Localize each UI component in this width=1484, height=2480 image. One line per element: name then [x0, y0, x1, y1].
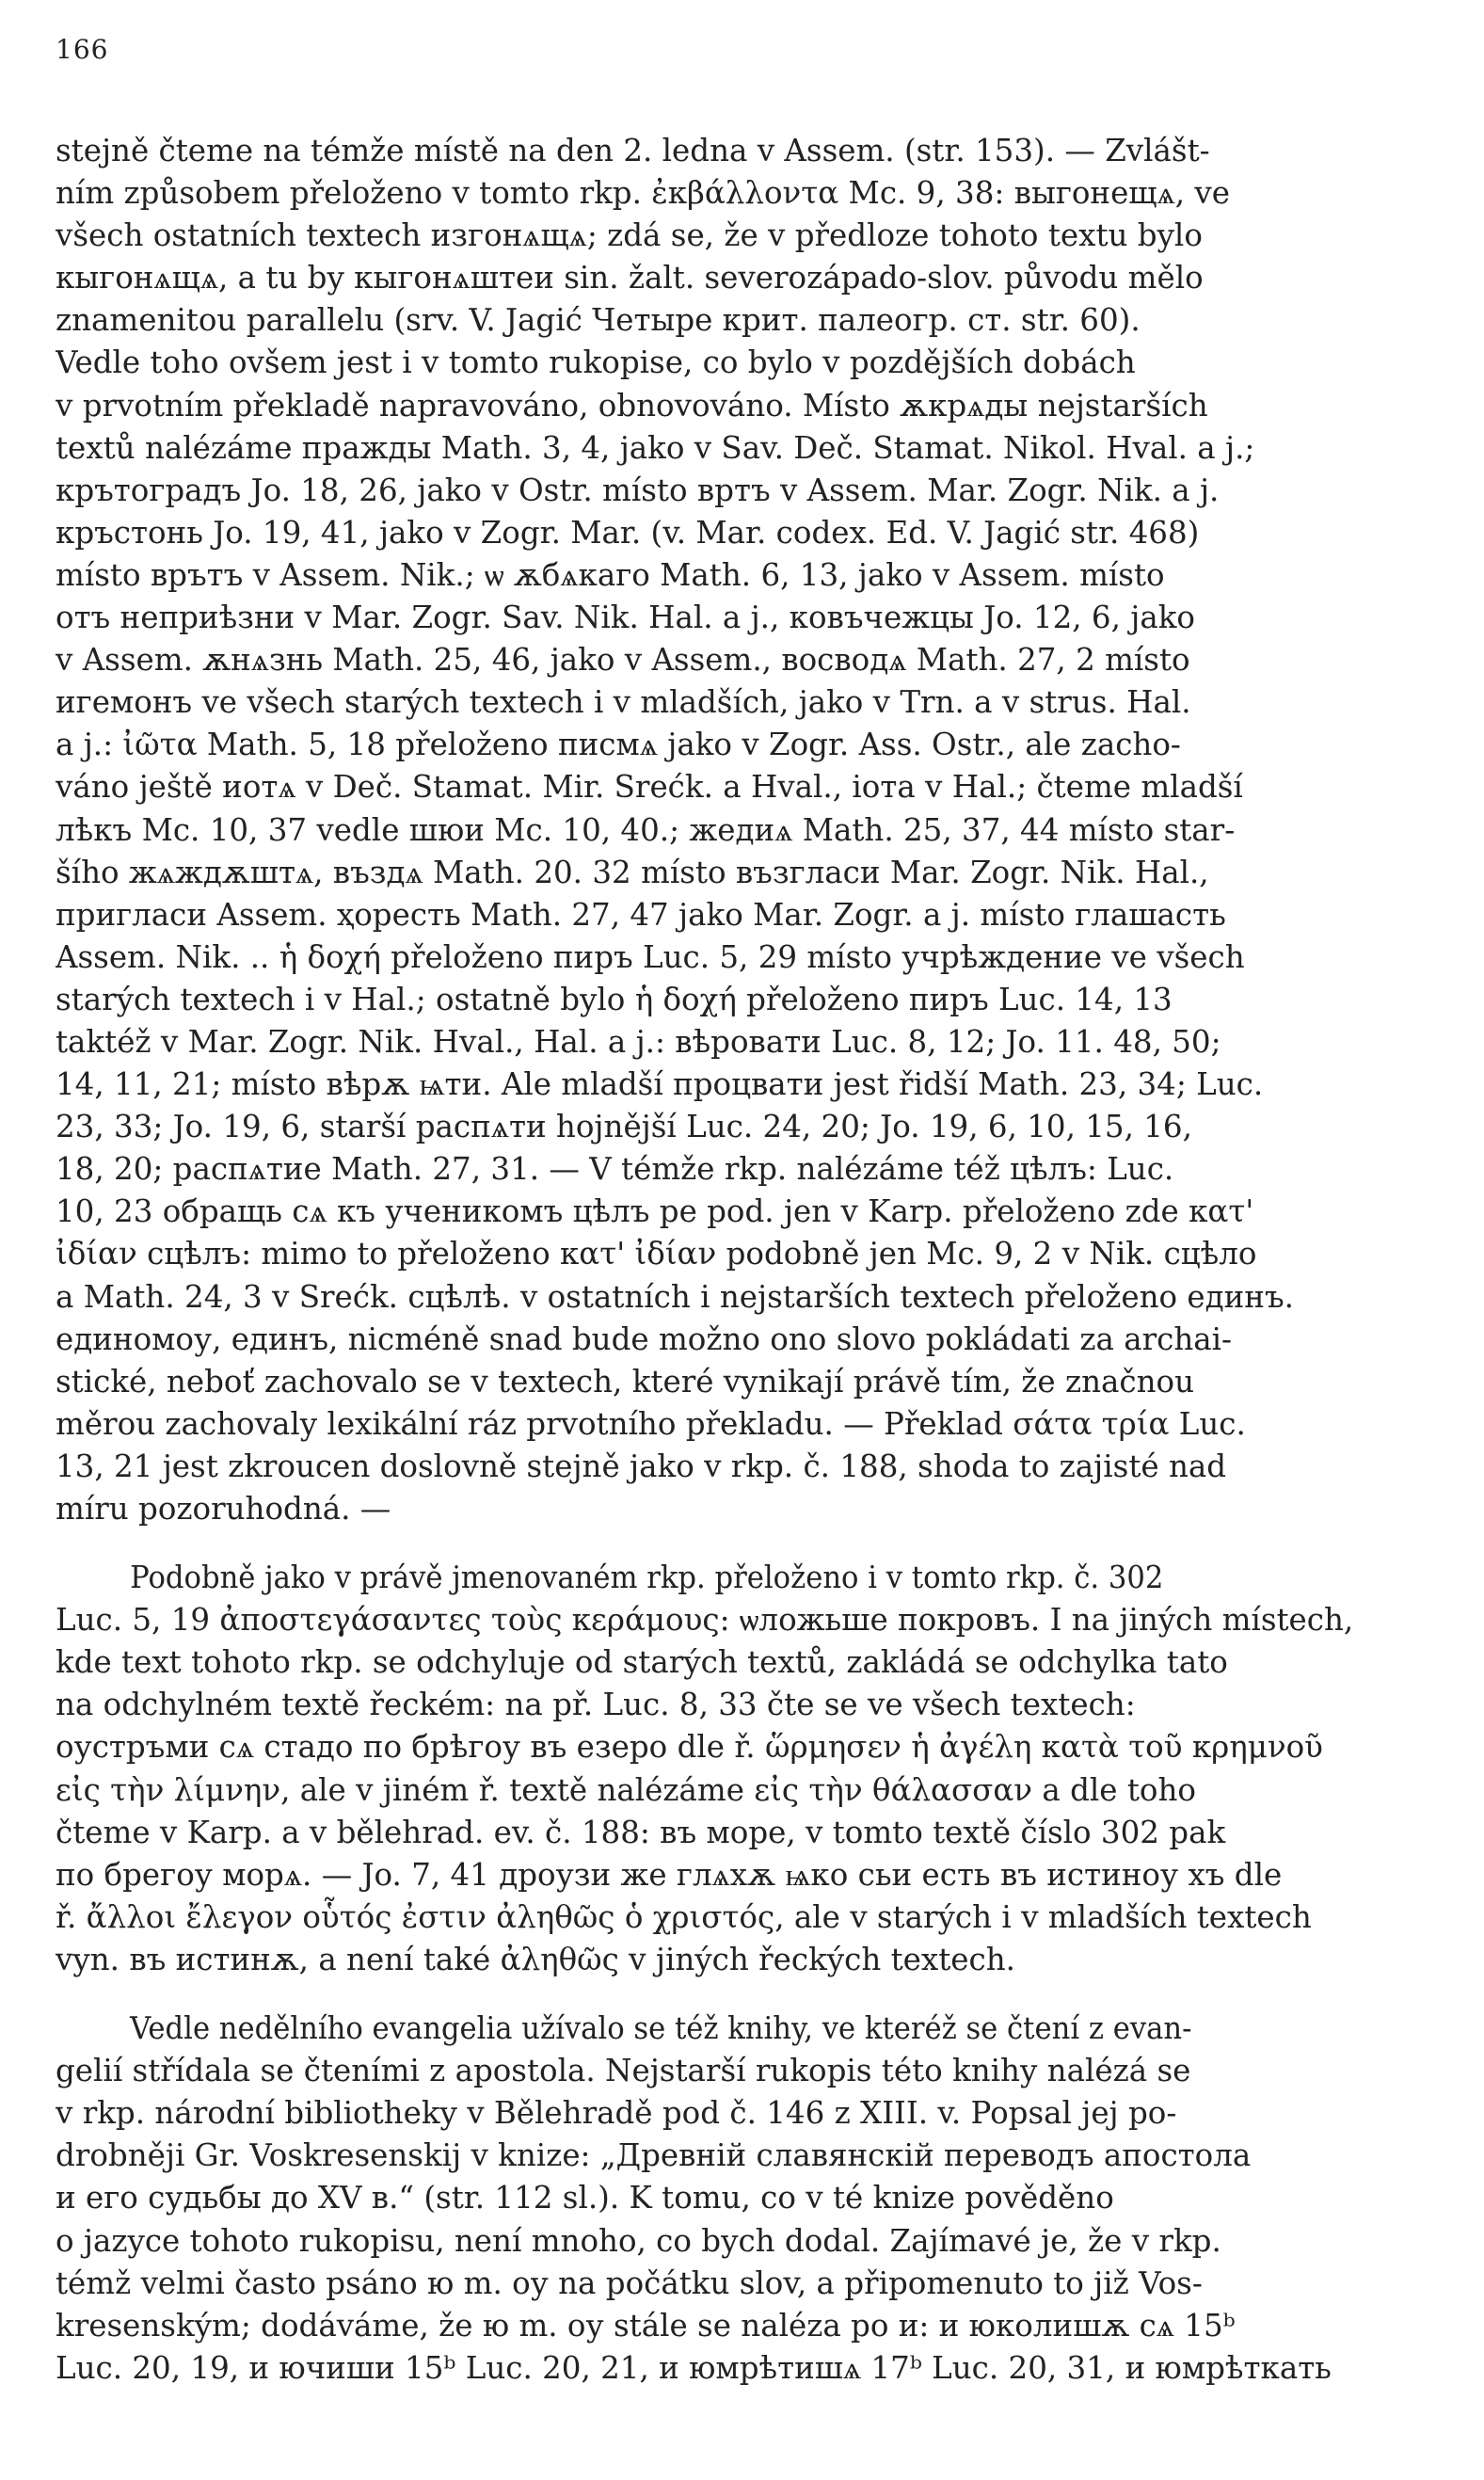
- text-line: крътоградъ Jo. 18, 26, jako v Ostr. místo вртъ v Assem. Mar. Zogr. Nik. a j.: [56, 472, 1220, 508]
- text-line: Luc. 5, 19 ἀποστεγάσαντες τοὺς κεράμους: ѡложьше покровъ. I na jiných místech,: [56, 1602, 1354, 1639]
- text-line: и его судьбы до XV в.“ (str. 112 sl.). K tomu, co v té knize pověděno: [56, 2180, 1114, 2216]
- text-line: 10, 23 обращь сѧ къ ученикомъ цѣлъ ре pod. jen v Karp. přeloženo zde κατ': [56, 1193, 1254, 1230]
- text-line: приглаcи Assem. ҳоресть Math. 27, 47 jako Mar. Zogr. a j. místo глашасть: [56, 896, 1226, 933]
- text-line: a Math. 24, 3 v Srećk. сцѣлѣ. v ostatních i nejstarších textech přeloženo единъ.: [56, 1278, 1294, 1315]
- text-line: drobněji Gr. Voskresenskij v knize: „Древнiй славянскiй переводъ апостола: [56, 2137, 1252, 2174]
- paragraph: [56, 1557, 1420, 1981]
- text-line: měrou zachovaly lexikální ráz prvotního překladu. — Překlad σάτα τρία Luc.: [56, 1405, 1246, 1442]
- text-line: znamenitou parallelu (srv. V. Jagić Четыре крит. палеогр. ст. str. 60).: [56, 302, 1141, 339]
- text-line: Luc. 20, 19, и ючиши 15ᵇ Luc. 20, 21, и юмрѣтишѧ 17ᵇ Luc. 20, 31, и юмрѣткать: [56, 2349, 1332, 2386]
- text-line: stejně čteme na témže místě na den 2. ledna v Assem. (str. 153). — Zvlášt-: [56, 133, 1210, 168]
- paragraph-gap: [56, 1981, 1420, 2008]
- text-line: starých textech i v Hal.; ostatně bylo ἡ δοχή přeloženo пиръ Luc. 14, 13: [56, 981, 1173, 1017]
- text-line: лѣкъ Mc. 10, 37 vedle шюи Mc. 10, 40.; жедиѧ Math. 25, 37, 44 místo star-: [56, 811, 1236, 848]
- text-line: gelií střídala se čteními z apostola. Nejstarší rukopis této knihy nalézá se: [56, 2053, 1191, 2089]
- text-line: stické, neboť zachovalo se v textech, které vynikají právě tím, že značnou: [56, 1363, 1195, 1400]
- text-line: v prvotním překladě napravováno, obnovováno. Místo ѫкрѧды nejstarších: [56, 387, 1208, 424]
- text-line: Vedle toho ovšem jest i v tomto rukopise, co bylo v pozdějších dobách: [56, 344, 1136, 381]
- text-line: témž velmi často psáno ю m. оу na počátku slov, a připomenuto to již Vos-: [56, 2264, 1203, 2301]
- text-line: Vedle nedělního evangelia užívalo se též knihy, ve kteréž se čtení z evan-: [130, 2010, 1192, 2047]
- text-line: 13, 21 jest zkroucen doslovně stejně jako v rkp. č. 188, shoda to zajisté nad: [56, 1448, 1227, 1484]
- text-line: čteme v Karp. a v bělehrad. ev. č. 188: въ море, v tomto textě číslo 302 pak: [56, 1814, 1226, 1850]
- text-line: 18, 20; распѧтие Math. 27, 31. — V témže rkp. nalézáme též цѣлъ: Luc.: [56, 1151, 1174, 1188]
- text-line: o jazyce tohoto rukopisu, není mnoho, co bych dodal. Zajímavé je, že v rkp.: [56, 2222, 1221, 2259]
- text-line: taktéž v Mar. Zogr. Nik. Hval., Hal. a j.: вѣровати Luc. 8, 12; Jo. 11. 48, 50;: [56, 1023, 1221, 1060]
- text-line: Podobně jako v právě jmenovaném rkp. přeloženo i v tomto rkp. č. 302: [130, 1560, 1164, 1596]
- text-line: по брегоу морѧ. — Jo. 7, 41 дроузи же глѧхѫ ѩко сьи есть въ истиноу хъ dle: [56, 1856, 1283, 1893]
- page-number: 166: [56, 34, 109, 65]
- text-line: ním způsobem přeloženo v tomto rkp. ἐκβάλλοντα Mc. 9, 38: выгонещѧ, ve: [56, 175, 1230, 212]
- text-line: кръстонь Jo. 19, 41, jako v Zogr. Mar. (v. Mar. codex. Ed. V. Jagić str. 468): [56, 514, 1200, 551]
- text-line: textů nalézáme пражды Math. 3, 4, jako v Sav. Deč. Stamat. Nikol. Hval. a j.;: [56, 429, 1255, 466]
- page-body: [56, 130, 1420, 2390]
- text-line: ř. ἄλλοι ἔλεγον οὗτός ἐστιν ἀληθῶς ὁ χριστός, ale v starých i v mladších textech: [56, 1898, 1312, 1935]
- text-line: šího жѧждѫштѧ, въздѧ Math. 20. 32 místo възгласи Mar. Zogr. Nik. Hal.,: [56, 854, 1209, 890]
- text-line: отъ неприѣзни v Mar. Zogr. Sav. Nik. Hal. a j., ковъчежцы Jo. 12, 6, jako: [56, 600, 1195, 636]
- paragraph: [56, 130, 1420, 1530]
- text-line: místo врътъ v Assem. Nik.; ѡ ѫбѧкаго Math. 6, 13, jako v Assem. místo: [56, 556, 1165, 593]
- text-line: vyn. въ истинѫ, a není také ἀληθῶς v jiných řeckých textech.: [56, 1941, 1015, 1977]
- text-line: a j.: ἰῶτα Math. 5, 18 přeloženo писмѧ jako v Zogr. Ass. Ostr., ale zacho-: [56, 727, 1181, 763]
- text-line: 23, 33; Jo. 19, 6, starší распѧти hojnější Luc. 24, 20; Jo. 19, 6, 10, 15, 16,: [56, 1109, 1192, 1145]
- text-line: na odchylném textě řeckém: na př. Luc. 8, 33 čte se ve všech textech:: [56, 1687, 1136, 1723]
- text-line: ἰδίαν сцѣлъ: mimo to přeloženo κατ' ἰδίαν podobně jen Mc. 9, 2 v Nik. сцѣло: [56, 1236, 1257, 1272]
- text-line: оустръми сѧ стадо по брѣгоу въ езеро dle ř. ὥρμησεν ἡ ἀγέλη κατὰ τοῦ κρημνοῦ: [56, 1729, 1323, 1766]
- text-line: váno ještě иотѧ v Deč. Stamat. Mir. Srećk. a Hval., іота v Hal.; čteme mladší: [56, 769, 1243, 806]
- text-line: единомоу, единъ, nicméně snad bude možno ono slovo pokládati za archai-: [56, 1320, 1233, 1357]
- text-line: Assem. Nik. .. ἡ δοχή přeloženo пиръ Luc. 5, 29 místo учрѣждение ve všech: [56, 938, 1245, 975]
- text-line: 14, 11, 21; místo вѣрѫ ѩти. Ale mladší процвати jest řidší Math. 23, 34; Luc.: [56, 1066, 1264, 1103]
- text-line: kde text tohoto rkp. se odchyluje od starých textů, zakládá se odchylka tato: [56, 1644, 1228, 1681]
- paragraph-gap: [56, 1530, 1420, 1557]
- text-line: všech ostatních textech изгонѧщѧ; zdá se, že v předloze tohoto textu bylo: [56, 217, 1203, 254]
- text-line: v Assem. ѫнѧзнь Math. 25, 46, jako v Assem., восводѧ Math. 27, 2 místo: [56, 642, 1190, 679]
- text-line: míru pozoruhodná. —: [56, 1491, 391, 1527]
- text-line: кыгонѧщѧ, a tu by кыгонѧштеи sin. žalt. severozápado-slov. původu mělo: [56, 260, 1204, 296]
- text-line: игемонъ ve všech starých textech i v mladších, jako v Trn. a v strus. Hal.: [56, 684, 1191, 721]
- text-line: εἰς τὴν λίμνην, ale v jiném ř. textě nalézáme εἰς τὴν θάλασσαν a dle toho: [56, 1771, 1196, 1808]
- text-line: kresenským; dodáváme, že ю m. оу stále se naléza po и: и юколишѫ сѧ 15ᵇ: [56, 2307, 1236, 2344]
- paragraph: [56, 2008, 1420, 2390]
- text-line: v rkp. národní bibliotheky v Bělehradě pod č. 146 z XIII. v. Popsal jej po-: [56, 2095, 1177, 2132]
